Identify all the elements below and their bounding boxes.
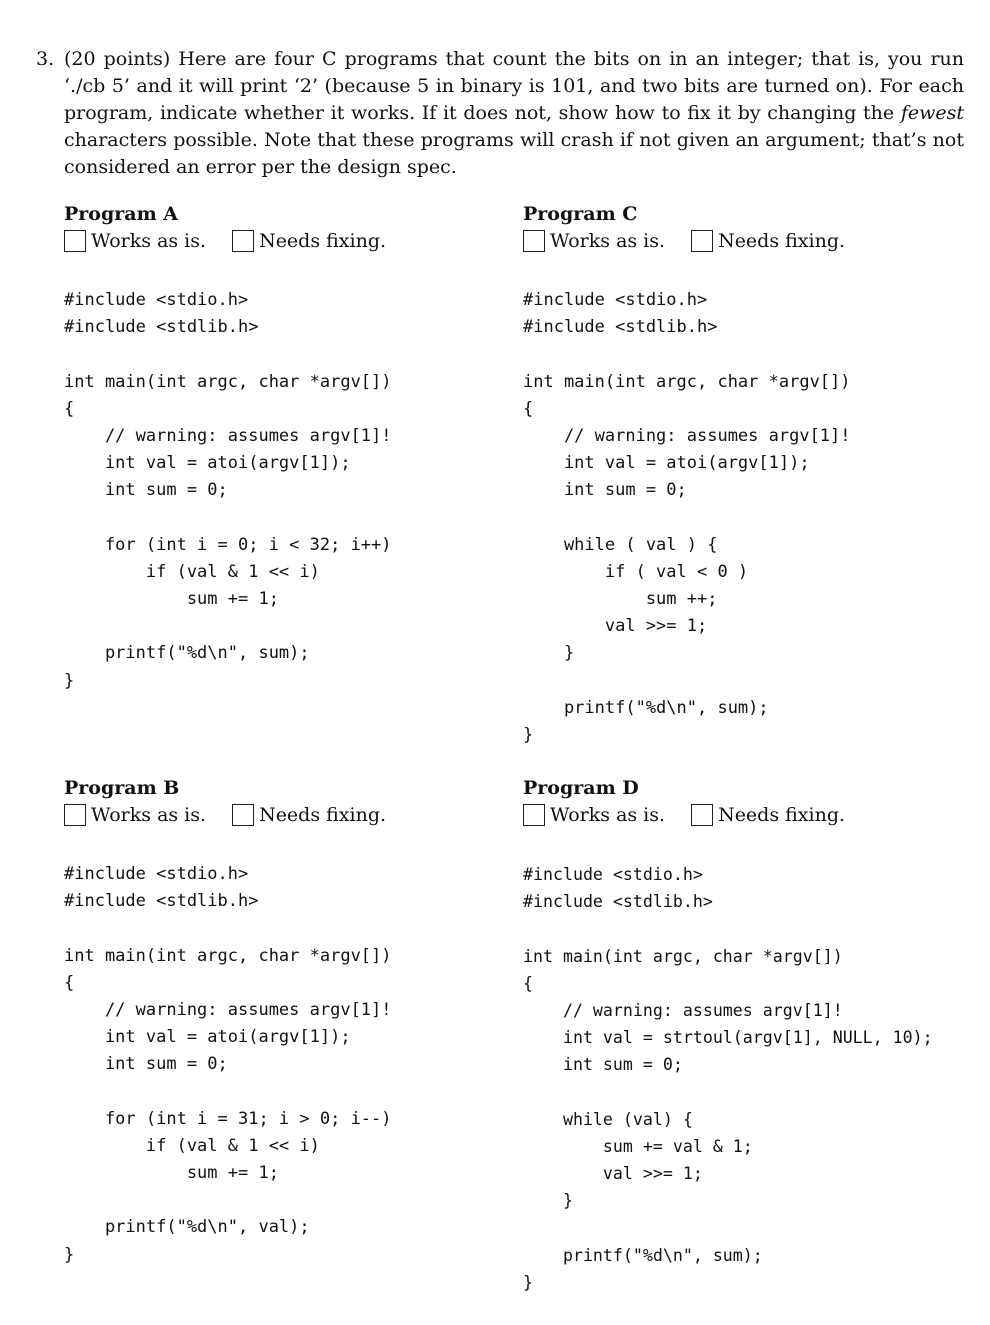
code-line: int sum = 0; xyxy=(523,1055,683,1075)
code-line: } xyxy=(64,670,75,691)
program-b-needs-fixing-option[interactable] xyxy=(232,802,386,828)
program-d-choices xyxy=(523,802,988,828)
question-text-part2: characters possible. Note that these programs will crash if not given an argument; that’s not considered an error per the design spec. xyxy=(64,129,964,178)
code-line: int sum = 0; xyxy=(64,1054,228,1075)
code-line: { xyxy=(64,398,75,419)
code-line: int val = strtoul(argv[1], NULL, 10); xyxy=(523,1028,933,1048)
code-line: val >>= 1; xyxy=(523,616,708,637)
program-c-title: Program C xyxy=(523,203,638,225)
program-b-works-checkbox[interactable] xyxy=(64,804,86,826)
code-line: int sum = 0; xyxy=(523,480,687,501)
code-line: printf("%d\n", sum); xyxy=(523,1245,763,1265)
code-line xyxy=(64,915,534,942)
program-b-choices xyxy=(64,802,534,828)
program-b-needs-fixing-checkbox[interactable] xyxy=(232,804,254,826)
code-line: sum += 1; xyxy=(64,1163,279,1184)
code-line: if (val & 1 << i) xyxy=(64,561,320,582)
code-line: #include <stdio.h> xyxy=(523,290,708,310)
code-line: int sum = 0; xyxy=(64,480,228,501)
program-d-works-checkbox[interactable] xyxy=(523,804,545,826)
program-a xyxy=(64,201,534,695)
program-c-code xyxy=(523,287,990,749)
question-prompt xyxy=(36,46,964,181)
program-a-works-label: Works as is. xyxy=(91,230,207,252)
code-line xyxy=(523,1214,988,1241)
code-line: // warning: assumes argv[1]! xyxy=(64,425,392,446)
code-line: while ( val ) { xyxy=(523,534,718,555)
program-c-works-label: Works as is. xyxy=(550,230,666,252)
program-d-needs-fixing-label: Needs fixing. xyxy=(718,804,846,826)
code-line: } xyxy=(523,643,575,664)
code-line: // warning: assumes argv[1]! xyxy=(523,1000,843,1020)
code-line xyxy=(523,1079,988,1106)
question-text-part1: (20 points) Here are four C programs that count the bits on in an integer; that is, you run ‘./cb 5’ and it will print ‘2’ (because 5 in binary is 101, and two bits are turned on). For each program, indicate whether it works. If it does not, show how to fix it by changing the xyxy=(64,48,964,124)
code-line: } xyxy=(523,1191,573,1211)
code-line: int val = atoi(argv[1]); xyxy=(523,453,810,474)
code-line: if (val & 1 << i) xyxy=(64,1135,320,1156)
code-line: printf("%d\n", sum); xyxy=(64,643,310,664)
code-line: printf("%d\n", val); xyxy=(64,1217,310,1238)
program-b-works-option[interactable] xyxy=(64,802,206,828)
program-b-code xyxy=(64,861,534,1269)
program-a-needs-fixing-option[interactable] xyxy=(232,228,386,254)
program-c-choices xyxy=(523,228,990,254)
code-line xyxy=(64,1187,534,1214)
program-a-needs-fixing-checkbox[interactable] xyxy=(232,230,254,252)
code-line: for (int i = 0; i < 32; i++) xyxy=(64,534,392,555)
code-line: if ( val < 0 ) xyxy=(523,561,749,582)
code-line: int main(int argc, char *argv[]) xyxy=(523,946,843,966)
program-d-code xyxy=(523,861,988,1296)
code-line: { xyxy=(523,398,534,419)
code-line: { xyxy=(64,972,75,993)
code-line xyxy=(523,505,990,532)
program-c-needs-fixing-label: Needs fixing. xyxy=(718,230,846,252)
program-d-needs-fixing-option[interactable] xyxy=(691,802,845,828)
code-line: printf("%d\n", sum); xyxy=(523,697,769,718)
program-a-choices xyxy=(64,228,534,254)
question-number: 3. xyxy=(36,48,55,70)
program-d xyxy=(523,775,988,1296)
question-emphasis: fewest xyxy=(900,102,964,124)
code-line: } xyxy=(523,1272,533,1292)
program-c-works-checkbox[interactable] xyxy=(523,230,545,252)
program-b-needs-fixing-label: Needs fixing. xyxy=(259,804,387,826)
code-line: sum ++; xyxy=(523,589,718,610)
code-line: #include <stdlib.h> xyxy=(523,317,718,338)
code-line: sum += val & 1; xyxy=(523,1136,753,1156)
program-d-needs-fixing-checkbox[interactable] xyxy=(691,804,713,826)
code-line: sum += 1; xyxy=(64,589,279,610)
code-line xyxy=(523,915,988,942)
code-line xyxy=(64,1079,534,1106)
program-b xyxy=(64,775,534,1269)
code-line: { xyxy=(523,973,533,993)
code-line: // warning: assumes argv[1]! xyxy=(64,999,392,1020)
code-line: #include <stdio.h> xyxy=(64,290,249,310)
code-line: #include <stdio.h> xyxy=(523,865,703,884)
code-line: for (int i = 31; i > 0; i--) xyxy=(64,1108,392,1129)
code-line: } xyxy=(64,1244,75,1265)
program-a-works-checkbox[interactable] xyxy=(64,230,86,252)
program-d-works-label: Works as is. xyxy=(550,804,666,826)
code-line: int val = atoi(argv[1]); xyxy=(64,1027,351,1048)
program-d-works-option[interactable] xyxy=(523,802,665,828)
code-line: int main(int argc, char *argv[]) xyxy=(64,945,392,966)
program-a-title: Program A xyxy=(64,203,179,225)
program-b-title: Program B xyxy=(64,777,180,799)
program-a-needs-fixing-label: Needs fixing. xyxy=(259,230,387,252)
code-line: // warning: assumes argv[1]! xyxy=(523,425,851,446)
program-c-needs-fixing-checkbox[interactable] xyxy=(691,230,713,252)
code-line xyxy=(64,341,534,368)
program-a-works-option[interactable] xyxy=(64,228,206,254)
program-d-title: Program D xyxy=(523,777,639,799)
program-a-code xyxy=(64,287,534,695)
code-line: int val = atoi(argv[1]); xyxy=(64,453,351,474)
question-text xyxy=(64,46,964,181)
code-line xyxy=(523,341,990,368)
code-line: #include <stdlib.h> xyxy=(64,317,259,338)
code-line: int main(int argc, char *argv[]) xyxy=(64,371,392,392)
code-line xyxy=(523,668,990,695)
code-line: while (val) { xyxy=(523,1109,693,1129)
code-line: int main(int argc, char *argv[]) xyxy=(523,371,851,392)
code-line: #include <stdlib.h> xyxy=(523,892,713,912)
program-c-works-option[interactable] xyxy=(523,228,665,254)
code-line xyxy=(64,505,534,532)
program-c-needs-fixing-option[interactable] xyxy=(691,228,845,254)
code-line: val >>= 1; xyxy=(523,1164,703,1184)
code-line: } xyxy=(523,725,534,745)
program-c xyxy=(523,201,990,749)
code-line: #include <stdlib.h> xyxy=(64,891,259,912)
code-line xyxy=(64,613,534,640)
code-line: #include <stdio.h> xyxy=(64,864,249,884)
program-b-works-label: Works as is. xyxy=(91,804,207,826)
